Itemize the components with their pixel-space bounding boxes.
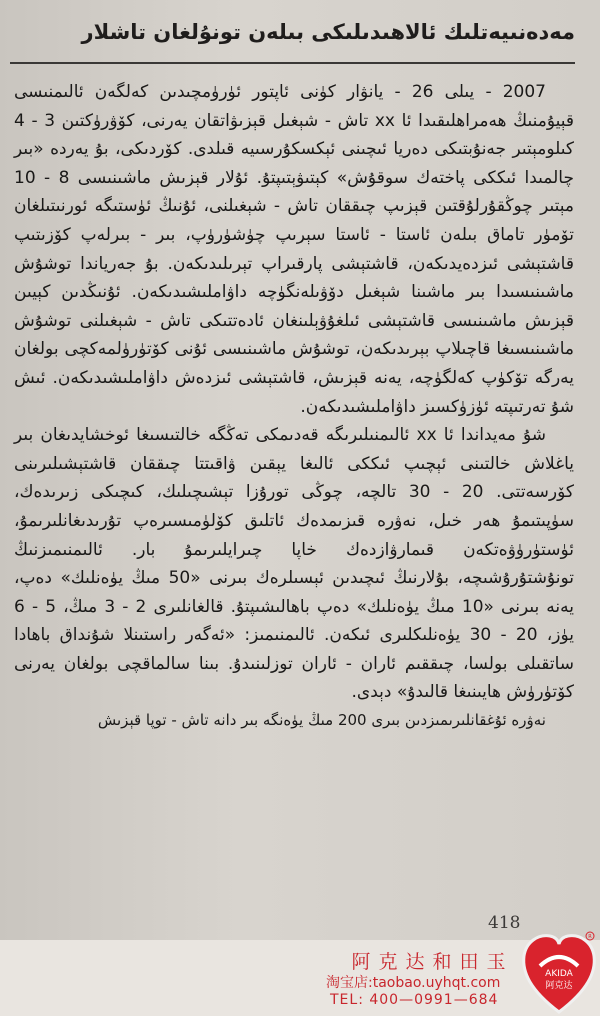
- body-text: [14, 78, 574, 733]
- paragraph-continued: نەۋرە ئۇغقانلىرىمىزدىن بىرى 200 مىڭ يۈەنگە بىر دانە تاش - توپا قېزىش: [97, 711, 546, 730]
- svg-text:阿克达: 阿克达: [545, 981, 573, 991]
- svg-text:R: R: [588, 934, 592, 940]
- header-rule: [10, 62, 575, 64]
- page-number: 418: [488, 913, 521, 933]
- paragraph-2: شۇ مەيداندا ئا xx ئالىمنىلىرىگە قەدىمكى تەڭگە خالتىسىغا ئوخشايدىغان بىر ياغلاش خالتىنى ئېچىپ ئىككى ئالىغا يېقىن ۋاقىتتا چىققان قاشتېشىلىرىنى كۆرسەتتى. 20 - 30 تالچە، چوڭى تورۇزا تېشىچىلىك، كىچىكى زىرىدەك، سۈپىتىمۇ ھەر خىل، نەۋرە قىزىمدەك ئاتلىق كۆلۈمىسىرەپ تۇرىدىغانلىرىمۇ، ئۈستۈرۈۋەتكەن قىمارۋازدەك خاپا چىرايلىرىمۇ بار. ئالىمنىمىزنىڭ تونۇشتۇرۇشىچە، بۇلارنىڭ ئىچىدىن ئېسىلرەك بىرنى «50 مىڭ يۈەنلىك» دەپ، يەنە بىرنى «10 مىڭ يۈەنلىك» دەپ باھالىشىپتۇ. قالغانلىرى 2 - 3 مىڭ، 5 - 6 يۈز، 20 - 30 يۈەنلىكلىرى ئىكەن. ئالىمنىمىز: «ئەگەر راستىنلا شۇنداق باھادا ساتقىلى بولسا، چىققىم ئاران - ئاران توزلىنىدۇ. بىنا سالماقچى بولغان يەرنى كۆتۈرۈش ھايىنىغا قالىدۇ» دېدى.: [14, 425, 574, 703]
- shop-store-url: 淘宝店:taobao.uyhqt.com: [326, 975, 501, 991]
- shop-name: 阿克达和田玉: [351, 951, 514, 973]
- akida-logo-icon: [520, 930, 598, 1014]
- shop-telephone: TEL: 400—0991—684: [330, 992, 499, 1008]
- running-header: مەدەنىيەتلىك ئالاھىدىلىكى بىلەن تونۇلغان تاشلار: [81, 20, 575, 44]
- svg-text:AKIDA: AKIDA: [545, 969, 573, 979]
- paragraph-1: 2007 - يىلى 26 - يانۋار كۈنى ئاپتور ئۈرۈمچىدىن كەلگەن ئالىمنىسى قېيۇمنىڭ ھەمراھلىقىدا ئا xx تاش - شېغىل قېزىۋاتقان يەرنى، كۆۋرۈكتىن 3 - 4 كىلومېتىر جەنۇبتىكى دەريا ئىچىنى ئېكسكۇرسىيە قىلدى. كۆردىكى، بۇ يەردە «بىر چالمىدا ئىككى پاختەك سوقۇش» كېتىۋېتىپتۇ. ئۇلار قېزىش ماشىنىسى 8 - 10 مېتىر چوڭقۇرلۇقتىن قېزىپ چىققان تاش - شېغىلنى، ئۇنىڭ ئۈستىگە ئورنىتىلغان تۆمۈر تاماق بىلەن ئاستا - ئاستا سېرىپ چۈشۈرۈپ، بىر - بىرلەپ كۆزىتىپ قاشتېشى ئىزدەيدىكەن، قاشتېشى پارقىراپ تېرىلىدىكەن. بۇ جەرياندا توشۇش ماشىنىسىدا بىر ماشىنا شېغىل دۆۋىلەنگۈچە داۋاملىشىدىكەن. ئۇنىڭدىن كېيىن قېزىش ماشىنىسى قاشتېشى ئىلغۇۋېلىنغان ئادەتتىكى تاش - شېغىلنى توشۇش ماشىنىسىغا قاچىلاپ بېرىدىكەن، توشۇش ماشىنىسى ئۇنى كۆتۈرۈلمەكچى بولغان يەرگە تۆكۈپ كەلگۈچە، يەنە قېزىش، قاشتېشى ئىزدەش داۋاملىشىدىكەن. ئىش شۇ تەرتىپتە ئۈزۈكسىز داۋاملىشىدىكەن.: [14, 82, 574, 417]
